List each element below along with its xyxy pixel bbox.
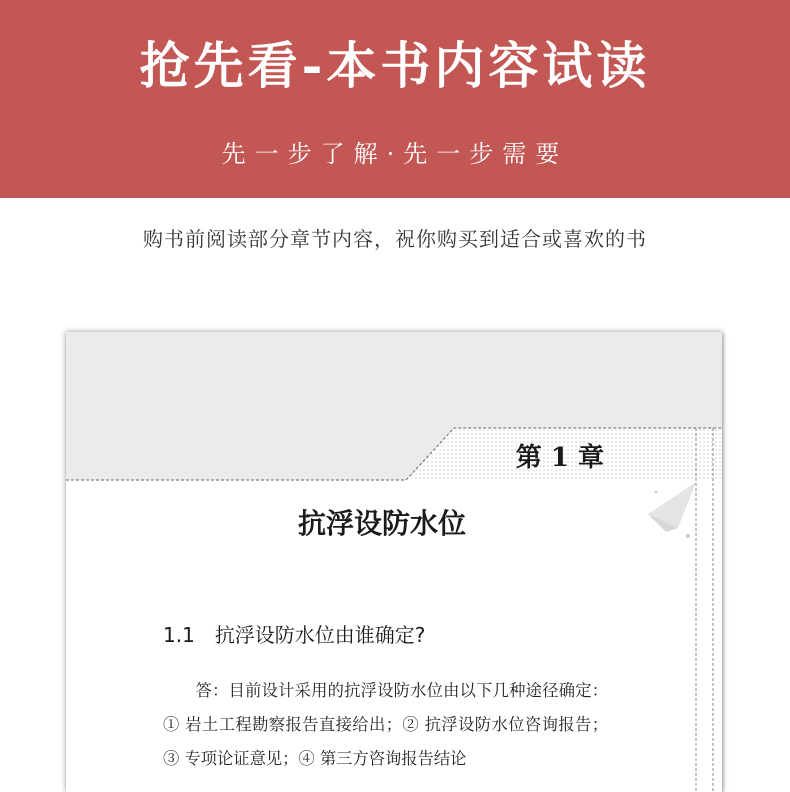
chapter-label: 第 1 章 — [515, 443, 604, 473]
subsection-heading — [163, 618, 425, 652]
tagline: 购书前阅读部分章节内容，祝你购买到适合或喜欢的书 — [143, 227, 647, 251]
body-paragraph: 答：目前设计采用的抗浮设防水位由以下几种途径确定：① 岩土工程勘察报告直接给出；② 抗浮设防水位咨询报告；③ 专项论证意见；④ 第三方咨询报告结论 — [163, 681, 608, 768]
subsection-number: 1.1 — [163, 623, 195, 647]
subsection-title: 抗浮设防水位由谁确定? — [214, 623, 426, 647]
section-title: 抗浮设防水位 — [297, 507, 466, 540]
book-page-preview — [66, 332, 722, 792]
banner-subtitle: 先一步了解·先一步需要 — [221, 140, 569, 168]
banner-title: 抢先看-本书内容试读 — [139, 36, 651, 95]
banner — [0, 0, 790, 198]
